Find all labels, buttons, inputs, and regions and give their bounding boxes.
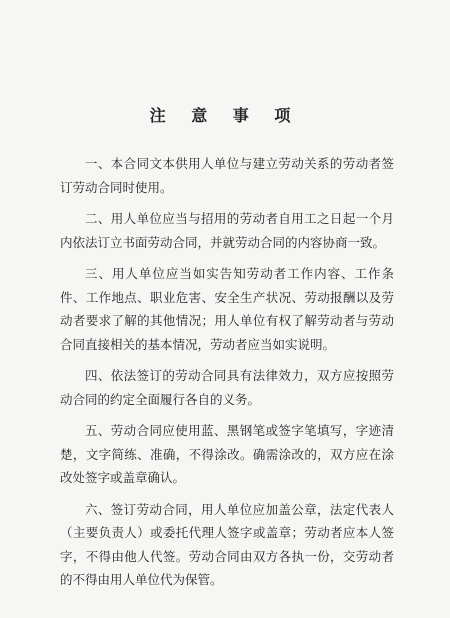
- notice-paragraph-2: 二、用人单位应当与招用的劳动者自用工之日起一个月内依法订立书面劳动合同，并就劳动合同的内容协商一致。: [60, 211, 394, 250]
- notice-paragraph-4: 四、依法签订的劳动合同具有法律效力，双方应按照劳动合同的约定全面履行各自的义务。: [60, 368, 394, 407]
- page-title: 注 意 事 项: [149, 106, 301, 125]
- notice-paragraph-1: 一、本合同文本供用人单位与建立劳动关系的劳动者签订劳动合同时使用。: [60, 156, 394, 195]
- notice-paragraph-6: 六、签订劳动合同，用人单位应加盖公章，法定代表人（主要负责人）或委托代理人签字或盖章；劳动者应本人签字，不得由他人代签。劳动合同由双方各执一份，交劳动者的不得由用人单位代为保管。: [60, 501, 394, 587]
- notice-paragraph-5: 五、劳动合同应使用蓝、黑钢笔或签字笔填写，字迹清楚，文字简练、准确，不得涂改。确需涂改的，双方应在涂改处签字或盖章确认。: [60, 423, 394, 485]
- notice-content: [60, 152, 394, 600]
- notice-paragraph-3: 三、用人单位应当如实告知劳动者工作内容、工作条件、工作地点、职业危害、安全生产状况、劳动报酬以及劳动者要求了解的其他情况；用人单位有权了解劳动者与劳动合同直接相关的基本情况，劳动者应当如实说明。: [60, 266, 394, 352]
